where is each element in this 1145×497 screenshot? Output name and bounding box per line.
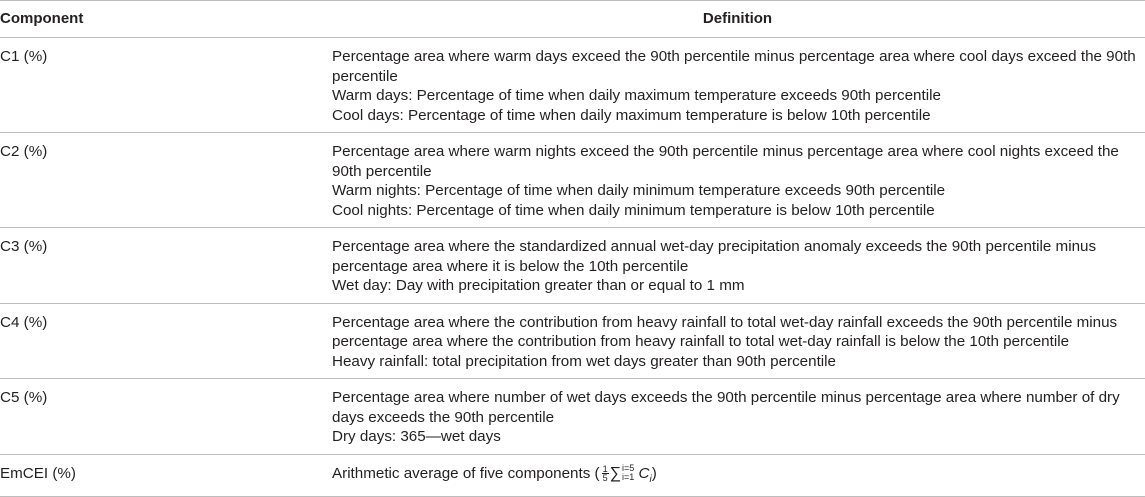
definition-text: Percentage area where warm days exceed the 90th percentile minus percentage area where cool days exceed the 90th percentile bbox=[332, 48, 1136, 85]
component-cell: C4 (%) bbox=[0, 303, 330, 379]
table-row bbox=[0, 228, 1145, 304]
header-definition: Definition bbox=[330, 1, 1145, 38]
definition-text: Percentage area where the standardized annual wet-day precipitation anomaly exceeds the 90th percentile minus percentage area where it is below the 10th percentile bbox=[332, 238, 1097, 275]
component-cell: C5 (%) bbox=[0, 379, 330, 455]
definition-cell bbox=[330, 38, 1145, 133]
component-term-subscript: i bbox=[649, 473, 652, 485]
fraction bbox=[602, 465, 609, 482]
summation-upper-limit: i=5 bbox=[622, 463, 635, 474]
definition-cell bbox=[330, 454, 1145, 497]
definition-note: Warm nights: Percentage of time when daily minimum temperature exceeds 90th percentile bbox=[332, 182, 946, 199]
definition-text: Percentage area where warm nights exceed the 90th percentile minus percentage area where cool nights exceed the 90th percentile bbox=[332, 143, 1119, 180]
definition-cell bbox=[330, 228, 1145, 304]
definition-cell bbox=[330, 133, 1145, 228]
definition-cell bbox=[330, 303, 1145, 379]
definition-text: Percentage area where number of wet days exceeds the 90th percentile minus percentage area where number of dry days exceeds the 90th percentile bbox=[332, 389, 1120, 426]
summation-lower-limit: i=1 bbox=[622, 472, 635, 483]
definition-text: Arithmetic average of five components ( bbox=[332, 464, 600, 482]
summation-limits bbox=[622, 464, 634, 482]
component-term-symbol: C bbox=[638, 464, 650, 482]
table-row bbox=[0, 133, 1145, 228]
table-row bbox=[0, 379, 1145, 455]
closing-paren: ) bbox=[651, 464, 657, 482]
component-term bbox=[638, 464, 652, 485]
fraction-denominator: 5 bbox=[602, 472, 608, 483]
header-component: Component bbox=[0, 1, 330, 38]
definition-note: Dry days: 365—wet days bbox=[332, 428, 501, 445]
fraction-numerator: 1 bbox=[602, 463, 608, 474]
definition-note: Warm days: Percentage of time when daily maximum temperature exceeds 90th percentile bbox=[332, 87, 941, 104]
definition-note: Wet day: Day with precipitation greater than or equal to 1 mm bbox=[332, 277, 745, 294]
definition-note: Cool days: Percentage of time when daily maximum temperature is below 10th percentile bbox=[332, 106, 931, 124]
component-cell: EmCEI (%) bbox=[0, 454, 330, 497]
definition-cell bbox=[330, 379, 1145, 455]
component-cell: C3 (%) bbox=[0, 228, 330, 304]
component-cell: C2 (%) bbox=[0, 133, 330, 228]
table-row bbox=[0, 303, 1145, 379]
component-cell: C1 (%) bbox=[0, 38, 330, 133]
definition-note: Heavy rainfall: total precipitation from wet days greater than 90th percentile bbox=[332, 352, 836, 370]
table-row bbox=[0, 38, 1145, 133]
definition-text: Percentage area where the contribution from heavy rainfall to total wet-day rainfall exceeds the 90th percentile minus percentage area where the contribution from heavy rainfall to total wet-day rainfall is below the 10th percentile bbox=[332, 313, 1118, 350]
table-row bbox=[0, 454, 1145, 497]
definition-note: Cool nights: Percentage of time when daily minimum temperature is below 10th percentile bbox=[332, 201, 935, 219]
header-row bbox=[0, 1, 1145, 38]
summation-symbol: ∑ bbox=[609, 464, 622, 482]
